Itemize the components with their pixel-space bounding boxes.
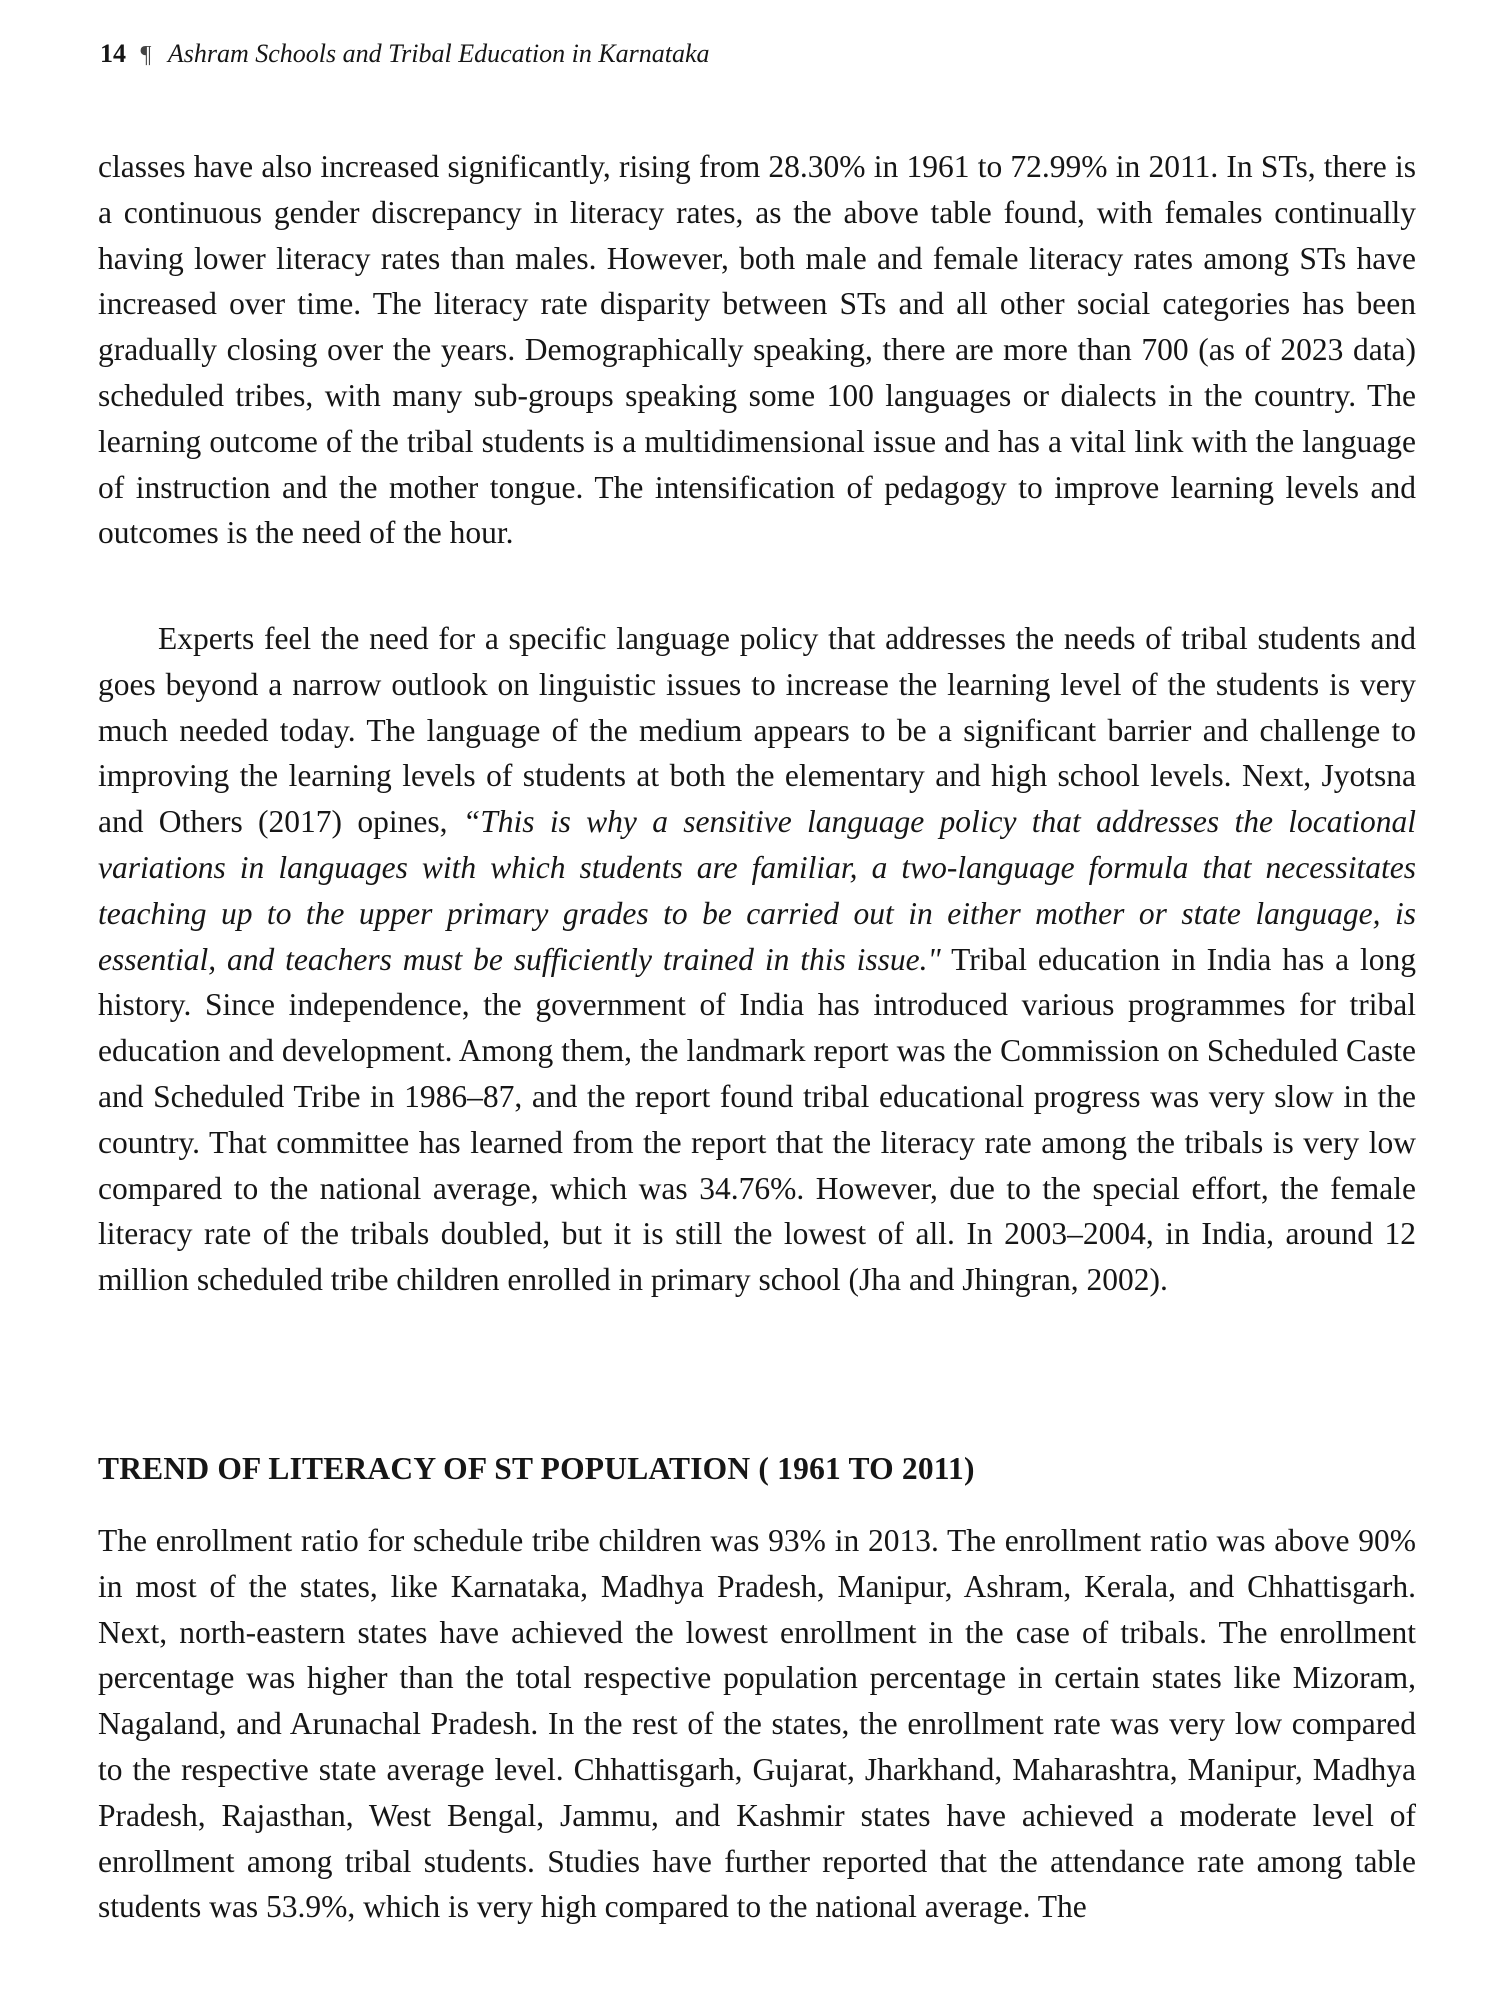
pilcrow-icon: ¶ — [140, 42, 152, 68]
quotation: “This is why a sensitive language policy that addresses the locational variations in languages with which students are familiar, a two-language formula that necessitates teaching up to the upper primary grades to be carried out in either mother or state language, is essential, and teachers must be sufficiently trained in this issue." — [98, 804, 1416, 977]
running-head — [100, 36, 710, 73]
section-heading: TREND OF LITERACY OF ST POPULATION ( 1961 TO 2011) — [98, 1451, 975, 1486]
page-number: 14 — [100, 39, 126, 68]
paragraph-enrollment-ratio: The enrollment ratio for schedule tribe children was 93% in 2013. The enrollment ratio was above 90% in most of the states, like Karnataka, Madhya Pradesh, Manipur, Ashram, Kerala, and Chhattisgarh. Next, north-eastern states have achieved the lowest enrollment in the case of tribals. The enrollment percentage was higher than the total respective population percentage in certain states like Mizoram, Nagaland, and Arunachal Pradesh. In the rest of the states, the enrollment rate was very low compared to the respective state average level. Chhattisgarh, Gujarat, Jharkhand, Maharashtra, Manipur, Madhya Pradesh, Rajasthan, West Bengal, Jammu, and Kashmir states have achieved a moderate level of enrollment among tribal students. Studies have further reported that the attendance rate among table students was 53.9%, which is very high compared to the national average. The — [98, 1523, 1416, 1925]
book-title: Ashram Schools and Tribal Education in Karnataka — [167, 39, 710, 68]
paragraph-text: Tribal education in India has a long history. Since independence, the government of India has introduced various programmes for tribal education and development. Among them, the landmark report was the Commission on Scheduled Caste and Scheduled Tribe in 1986–87, and the report found tribal educational progress was very slow in the country. That committee has learned from the report that the literacy rate among the tribals is very low compared to the national average, which was 34.76%. However, due to the special effort, the female literacy rate of the tribals doubled, but it is still the lowest of all. In 2003–2004, in India, around 12 million scheduled tribe children enrolled in primary school (Jha and Jhingran, 2002). — [98, 941, 1416, 1298]
paragraph-language-policy — [98, 616, 1416, 1303]
paragraph-literacy-trends: classes have also increased significantly, rising from 28.30% in 1961 to 72.99% in 2011. In STs, there is a continuous gender discrepancy in literacy rates, as the above table found, with females continually having lower literacy rates than males. However, both male and female literacy rates among STs have increased over time. The literacy rate disparity between STs and all other social categories has been gradually closing over the years. Demographically speaking, there are more than 700 (as of 2023 data) scheduled tribes, with many sub-groups speaking some 100 languages or dialects in the country. The learning outcome of the tribal students is a multidimensional issue and has a vital link with the language of instruction and the mother tongue. The intensification of pedagogy to improve learning levels and outcomes is the need of the hour. — [98, 149, 1416, 551]
paragraph-text: Experts feel the need for a specific language policy that addresses the needs of tribal students and goes beyond a narrow outlook on linguistic issues to increase the learning level of the students is very much needed today. The language of the medium appears to be a significant barrier and challenge to improving the learning levels of students at both the elementary and high school levels. Next, Jyotsna and Others (2017) opines, — [98, 621, 1416, 840]
